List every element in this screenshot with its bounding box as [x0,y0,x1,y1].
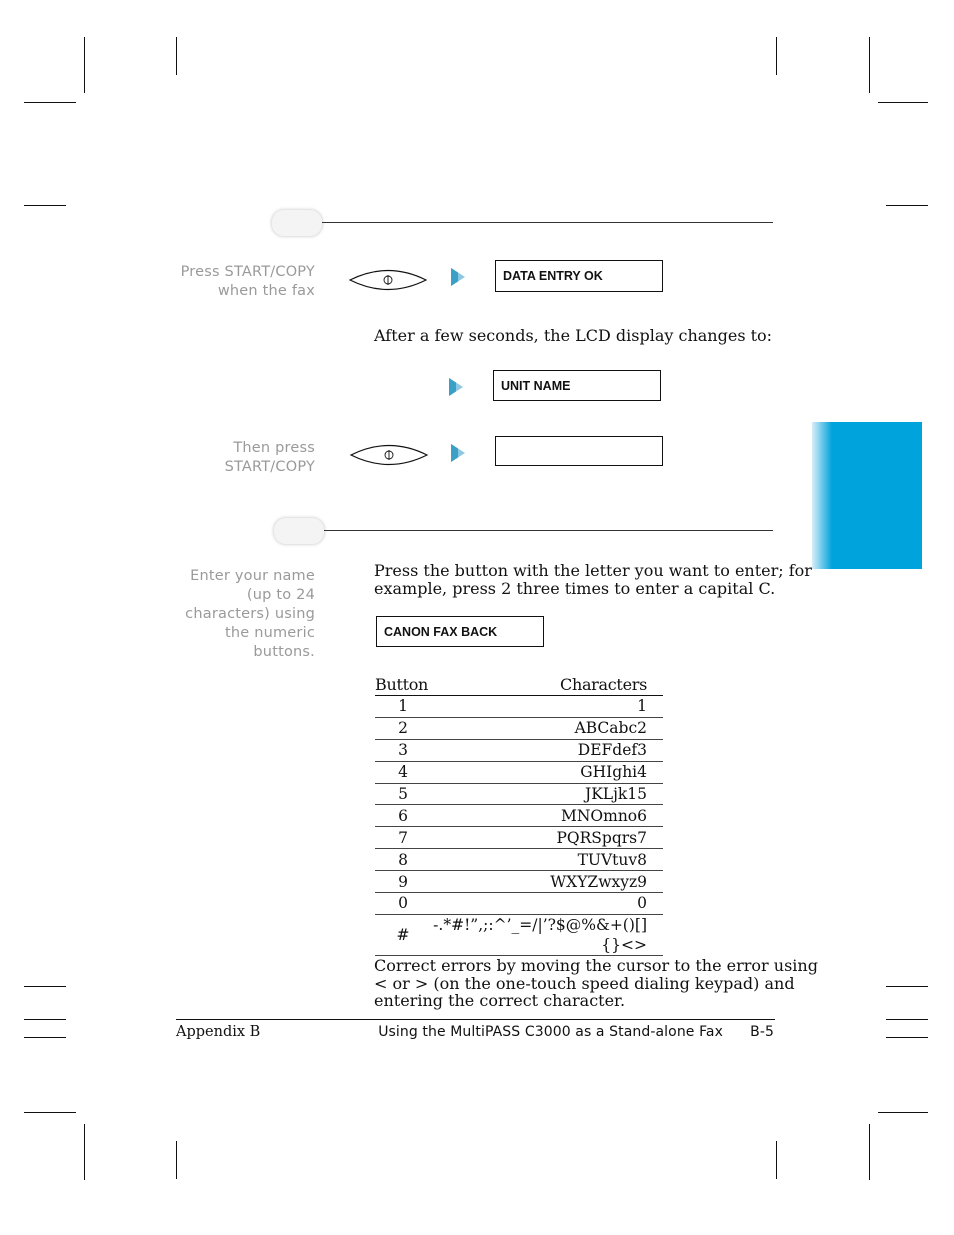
chapter-tab [812,422,922,569]
column-header-button: Button [375,675,431,696]
button-cell: 4 [375,761,431,783]
characters-cell: -.*#!”,;:^’_=/|’?$@%&+()[]{}<> [431,914,663,955]
characters-cell: MNOmno6 [431,805,663,827]
characters-cell: DEFdef3 [431,739,663,761]
crop-mark [869,1124,870,1180]
character-table [375,675,663,956]
arrow-right-icon [450,443,466,463]
crop-mark [24,1112,76,1113]
characters-cell: PQRSpqrs7 [431,827,663,849]
crop-mark [84,37,85,93]
characters-cell: 0 [431,893,663,915]
lcd-display [495,436,663,466]
crop-mark [24,102,76,103]
crop-mark [24,986,66,987]
crop-mark [24,1019,66,1020]
crop-mark [84,1124,85,1180]
lcd-text: UNIT NAME [501,378,571,393]
crop-mark [886,986,928,987]
table-row [375,849,663,871]
footer-section: Appendix B [176,1024,261,1040]
lcd-display [376,616,544,647]
start-copy-key-icon [348,267,428,293]
crop-mark [886,205,928,206]
table-row [375,717,663,739]
characters-cell: GHIghi4 [431,761,663,783]
page-number: B-5 [750,1024,774,1040]
table-row [375,761,663,783]
button-cell: 1 [375,696,431,718]
crop-mark [878,1112,928,1113]
crop-mark [176,1141,177,1179]
crop-mark [176,37,177,75]
characters-cell: WXYZwxyz9 [431,871,663,893]
step-instruction: Then press START/COPY [224,440,315,475]
button-cell: 9 [375,871,431,893]
lcd-display [495,260,663,292]
button-cell: 6 [375,805,431,827]
lcd-text: DATA ENTRY OK [503,269,603,283]
crop-mark [24,205,66,206]
crop-mark [886,1037,928,1038]
button-cell: # [375,914,431,955]
characters-cell: TUVtuv8 [431,849,663,871]
characters-cell: 1 [431,696,663,718]
step-marker [271,209,323,237]
step-divider [324,530,773,531]
step-instruction: Press START/COPY when the fax [180,264,315,299]
body-paragraph: After a few seconds, the LCD display changes to: [374,326,773,345]
start-copy-key-icon [349,442,429,468]
table-header-row [375,675,663,696]
column-header-characters: Characters [431,675,663,696]
crop-mark [886,1019,928,1020]
lcd-display [493,370,661,401]
crop-mark [776,1141,777,1179]
footer-title [378,1024,774,1040]
arrow-right-icon [450,267,466,287]
crop-mark [878,102,928,103]
characters-cell: JKLjk15 [431,783,663,805]
table-row [375,893,663,915]
table-row [375,696,663,718]
footer-chapter-title: Using the MultiPASS C3000 as a Stand-alone Fax [378,1024,723,1040]
characters-cell: ABCabc2 [431,717,663,739]
button-cell: 2 [375,717,431,739]
button-cell: 7 [375,827,431,849]
step-instruction: Enter your name (up to 24 characters) using the numeric buttons. [185,568,315,660]
step-divider [322,222,773,223]
table-row [375,805,663,827]
table-row [375,783,663,805]
arrow-right-icon [448,377,464,397]
button-cell: 0 [375,893,431,915]
body-paragraph: Press the button with the letter you want to enter; for example, press 2 three times to enter a capital C. [374,561,812,598]
correction-paragraph: Correct errors by moving the cursor to the error using < or > (on the one-touch speed dialing keypad) and entering the correct character. [374,956,818,1010]
step-marker [273,517,325,545]
footer-rule [176,1019,775,1020]
crop-mark [869,37,870,93]
crop-mark [776,37,777,75]
table-row [375,827,663,849]
table-row [375,739,663,761]
table-row [375,871,663,893]
lcd-text: CANON FAX BACK [384,624,498,639]
crop-mark [24,1037,66,1038]
button-cell: 5 [375,783,431,805]
button-cell: 3 [375,739,431,761]
button-cell: 8 [375,849,431,871]
table-row [375,914,663,955]
